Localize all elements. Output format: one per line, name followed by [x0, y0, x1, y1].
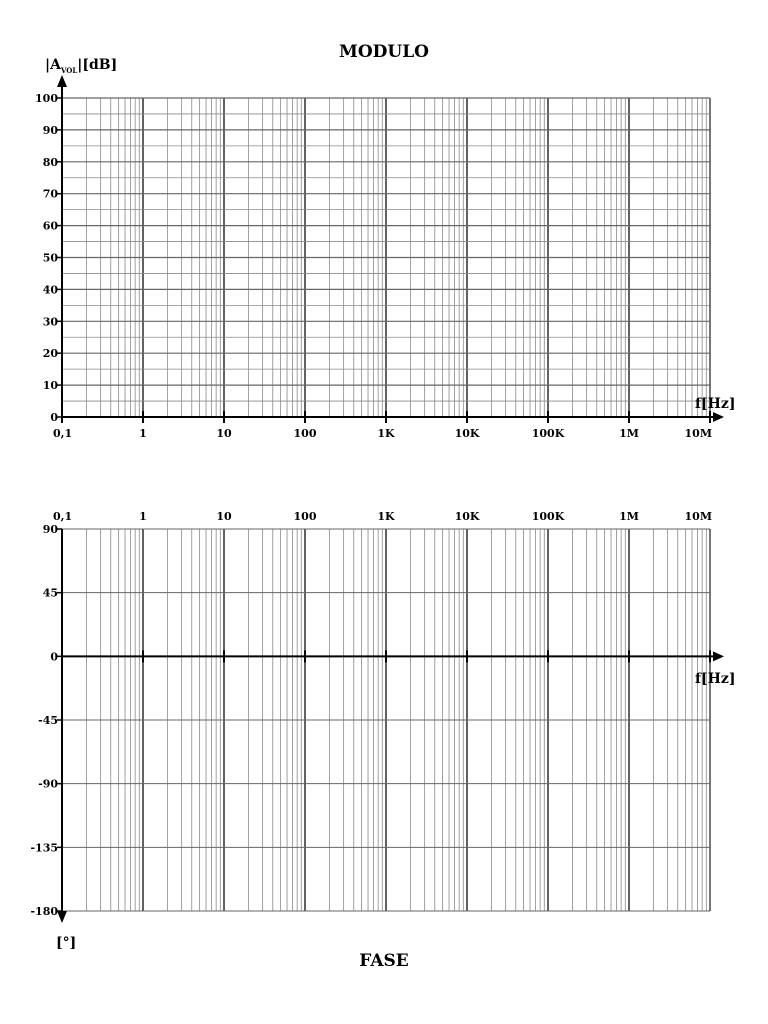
phase-x-tick-label: 1 — [139, 510, 147, 523]
magnitude-x-tick-labels — [53, 427, 712, 440]
magnitude-y-tick-label: 90 — [42, 123, 58, 137]
magnitude-y-tick-label: 40 — [42, 283, 58, 297]
phase-x-tick-label: 10K — [454, 510, 480, 523]
phase-y-tick-label: 0 — [50, 650, 58, 664]
magnitude-grid — [62, 98, 710, 417]
phase-x-tick-label: 100K — [531, 510, 565, 523]
magnitude-x-axis-label: f[Hz] — [695, 396, 736, 412]
magnitude-x-tick-label: 100K — [531, 427, 565, 440]
magnitude-x-tick-label: 1M — [619, 427, 639, 440]
phase-x-axis-label: f[Hz] — [695, 671, 736, 687]
phase-y-tick-label: -135 — [30, 841, 58, 855]
phase-y-axis-arrow — [57, 911, 67, 923]
phase-x-tick-label: 1K — [377, 510, 395, 523]
magnitude-x-tick-label: 0,1 — [53, 427, 73, 440]
phase-x-tick-label: 10 — [216, 510, 232, 523]
phase-axes — [57, 529, 724, 923]
magnitude-axes — [57, 75, 724, 423]
phase-y-tick-label: -180 — [30, 905, 58, 918]
magnitude-y-tick-label: 10 — [42, 379, 58, 393]
phase-y-tick-labels — [30, 523, 58, 918]
phase-x-tick-labels — [53, 510, 712, 523]
magnitude-y-tick-labels — [35, 92, 58, 424]
magnitude-y-tick-label: 30 — [42, 315, 58, 329]
phase-chart-title: FASE — [359, 951, 409, 971]
magnitude-y-axis-label: $|A_{VOL}|[dB]$ — [45, 57, 118, 75]
magnitude-y-axis-arrow — [57, 75, 67, 87]
phase-x-tick-label: 100 — [293, 510, 317, 523]
phase-x-axis-arrow — [713, 651, 724, 661]
magnitude-y-tick-label: 50 — [42, 251, 58, 265]
magnitude-y-tick-label: 70 — [42, 187, 58, 201]
magnitude-x-tick-label: 1 — [139, 427, 147, 440]
phase-y-tick-label: -45 — [38, 714, 58, 727]
magnitude-y-tick-label: 60 — [42, 219, 58, 233]
magnitude-y-tick-label: 0 — [50, 411, 58, 424]
magnitude-x-tick-label: 10K — [454, 427, 480, 440]
phase-y-tick-label: 90 — [42, 523, 58, 536]
magnitude-y-tick-label: 100 — [35, 92, 58, 105]
magnitude-x-tick-label: 100 — [293, 427, 317, 440]
magnitude-y-tick-label: 20 — [42, 347, 58, 361]
phase-y-tick-label: -90 — [38, 777, 58, 791]
phase-x-tick-label: 0,1 — [53, 510, 73, 523]
magnitude-y-tick-label: 80 — [42, 155, 58, 169]
phase-x-tick-label: 1M — [619, 510, 639, 523]
phase-y-tick-label: 45 — [42, 586, 58, 600]
magnitude-x-tick-label: 10M — [684, 427, 712, 440]
phase-chart — [30, 510, 735, 971]
phase-y-axis-label: [°] — [56, 935, 77, 951]
magnitude-x-tick-label: 10 — [216, 427, 232, 440]
phase-grid — [62, 529, 710, 911]
magnitude-x-tick-label: 1K — [377, 427, 395, 440]
magnitude-chart-title: MODULO — [339, 42, 429, 62]
magnitude-x-axis-arrow — [713, 412, 724, 422]
phase-x-tick-label: 10M — [684, 510, 712, 523]
magnitude-chart — [35, 42, 735, 440]
